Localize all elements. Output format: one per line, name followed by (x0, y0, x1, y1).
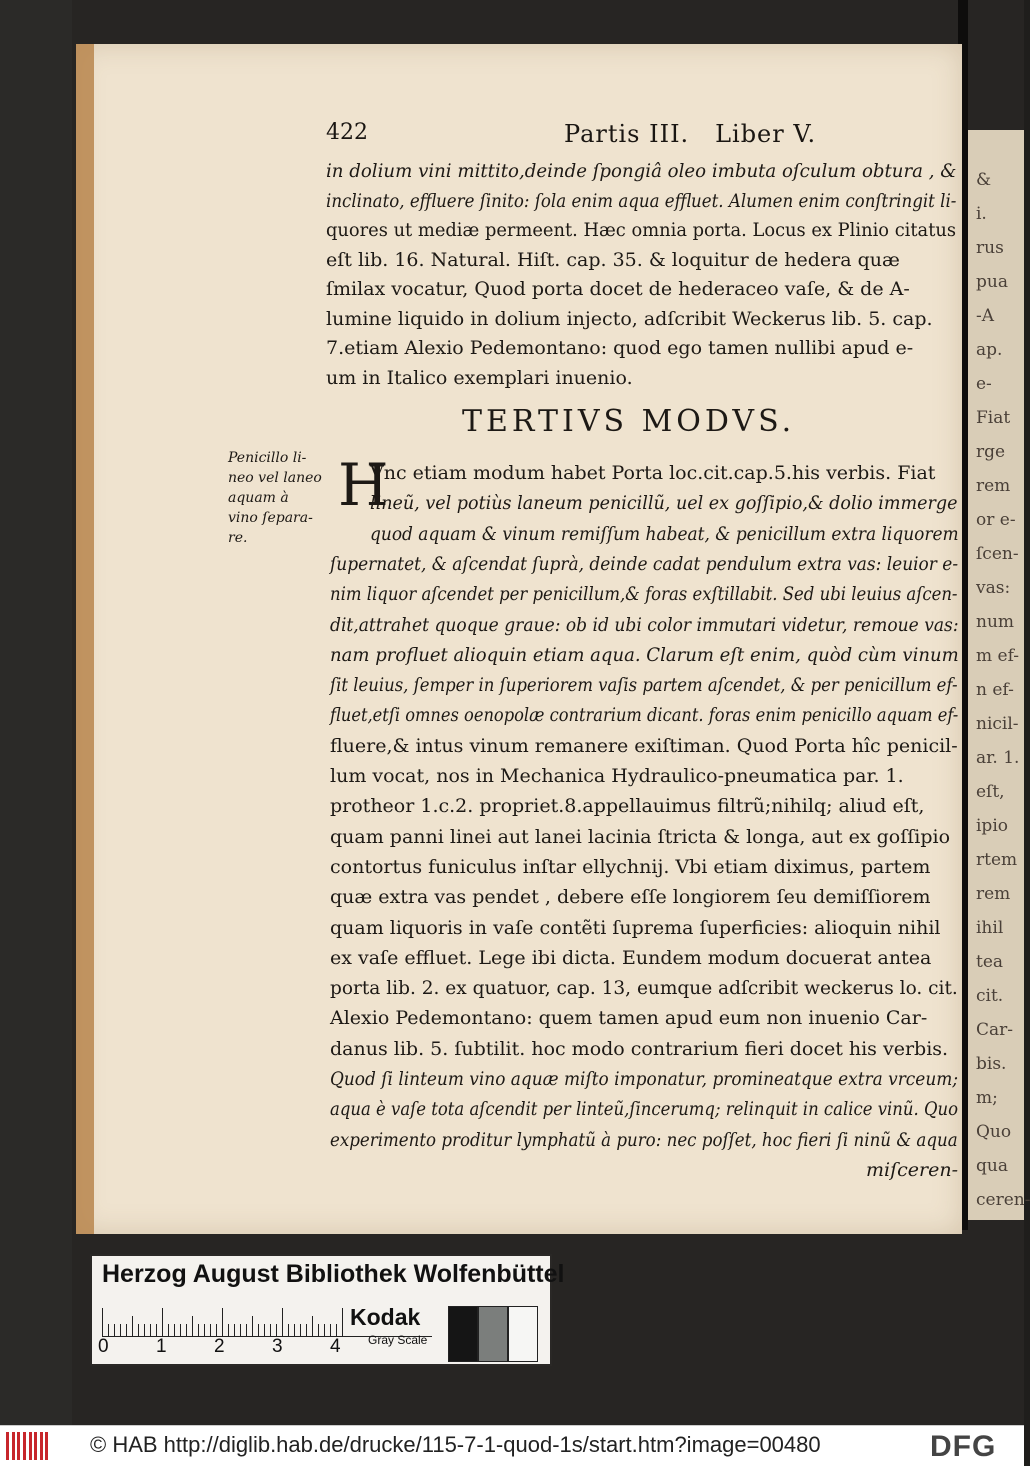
ruler-tick (318, 1324, 319, 1336)
barcode-bar (23, 1432, 26, 1460)
text-line: Vnc etiam modum habet Porta loc.cit.cap.5.his verbis. Fiat (370, 462, 936, 484)
facing-page-fragment: or e- (976, 510, 1016, 530)
section-heading: TERTIVS MODVS. (462, 404, 796, 439)
dfg-logo: DFG (930, 1430, 997, 1463)
ruler-tick (300, 1324, 301, 1336)
ruler-tick (222, 1308, 223, 1336)
ruler-tick (174, 1324, 175, 1336)
facing-page-fragment: Car- (976, 1020, 1014, 1040)
page-number: 422 (326, 120, 368, 145)
running-title: Partis III. Liber V. (564, 120, 817, 148)
text-line: inclinato, effluere ſinito: ſola enim aqua effluet. Alumen enim conſtringit li- (326, 189, 957, 212)
ruler-tick (270, 1324, 271, 1336)
text-line: quam panni linei aut lanei lacinia ſtricta & longa, aut ex goſſipio (330, 825, 951, 848)
footer-credit[interactable]: © HAB http://diglib.hab.de/drucke/115-7-1-quod-1s/start.htm?image=00480 (90, 1432, 821, 1457)
text-line: eſt lib. 16. Natural. Hiſt. cap. 35. & loquitur de hedera quæ (326, 248, 900, 271)
ruler-tick (306, 1324, 307, 1336)
facing-page-fragment: ceren- (976, 1190, 1030, 1210)
facing-page-fragment: pua (976, 272, 1008, 292)
barcode-bar (34, 1432, 37, 1460)
text-line: dit,attrahet quoque graue: ob id ubi color immutari videtur, remoue vas: (330, 613, 959, 636)
facing-page-fragment: & (976, 170, 992, 190)
facing-page-fragment: vas: (976, 578, 1011, 598)
barcode-icon (6, 1432, 50, 1460)
ruler-tick (186, 1324, 187, 1336)
facing-page-fragment: nicil- (976, 714, 1019, 734)
text-line: nim liquor aſcendet per penicillum,& foras exſtillabit. Sed ubi leuius aſcen- (330, 583, 958, 606)
text-line: quæ extra vas pendet , debere eſſe longiorem ſeu demiſſiorem (330, 886, 931, 909)
margin-note-line: vino ſepara- (228, 510, 313, 526)
margin-note-line: Penicillo li- (228, 450, 307, 466)
ruler-tick (324, 1324, 325, 1336)
page-fore-edge (76, 44, 94, 1234)
gray-swatch (448, 1306, 478, 1362)
ruler-tick (252, 1316, 253, 1336)
text-line: lumine liquido in dolium injecto, adſcribit Weckerus lib. 5. cap. (326, 307, 933, 330)
ruler-tick (150, 1324, 151, 1336)
text-line: ſupernatet, & aſcendat ſuprà, deinde cadat pendulum extra vas: leuior e- (330, 552, 959, 575)
facing-page-fragment: Quo (976, 1122, 1012, 1142)
ruler-tick (138, 1324, 139, 1336)
text-line: ſmilax vocatur, Quod porta docet de hederaceo vaſe, & de A- (326, 278, 910, 300)
facing-page-fragment: ar. 1. (976, 748, 1020, 768)
facing-page-fragment: ſcen- (976, 544, 1019, 564)
ruler-tick (108, 1324, 109, 1336)
text-line: nam profluet alioquin etiam aqua. Clarum eſt enim, quòd cùm vinum (330, 643, 959, 666)
library-name: Herzog August Bibliothek Wolfenbüttel (102, 1260, 565, 1288)
ruler-tick (330, 1324, 331, 1336)
facing-page-fragment: cit. (976, 986, 1004, 1006)
ruler-tick (258, 1324, 259, 1336)
facing-page-fragment: Fiat (976, 408, 1011, 428)
kodak-logo: Kodak (350, 1304, 421, 1330)
ruler-tick (114, 1324, 115, 1336)
text-line: ex vaſe effluet. Lege ibi dicta. Eundem modum docuerat antea (330, 946, 932, 969)
barcode-bar (45, 1432, 48, 1460)
ruler-tick (216, 1324, 217, 1336)
library-color-card (90, 1254, 565, 1366)
ruler-tick (192, 1316, 193, 1336)
text-line: aqua è vaſe tota aſcendit per linteũ,ſincerumq; relinquit in calice vinũ. Quo (330, 1098, 959, 1121)
facing-page-fragment: -A (976, 306, 995, 326)
facing-page-fragment: ap. (976, 340, 1003, 360)
facing-page-fragment: rus (976, 238, 1004, 258)
facing-page-fragment: m; (976, 1088, 998, 1108)
ruler-number: 1 (156, 1336, 167, 1357)
gray-scale-label: Gray Scale (368, 1333, 428, 1347)
text-line: lum vocat, nos in Mechanica Hydraulico-pneumatica par. 1. (330, 765, 904, 787)
facing-page-fragment: ihil (976, 918, 1004, 938)
barcode-bar (12, 1432, 15, 1460)
ruler-tick (168, 1324, 169, 1336)
footer-bar (0, 1425, 1024, 1466)
facing-page-fragment: eſt, (976, 782, 1005, 802)
ruler-tick (120, 1324, 121, 1336)
ruler-number: 0 (98, 1336, 109, 1357)
text-line: porta lib. 2. ex quatuor, cap. 13, eumque adſcribit weckerus lo. cit. (330, 977, 958, 1000)
page-header (326, 120, 956, 156)
facing-page-fragment: i. (976, 204, 987, 224)
ruler-tick (276, 1324, 277, 1336)
facing-page-fragment: bis. (976, 1054, 1007, 1074)
text-line: fluet,etſi omnes oenopolæ contrarium dicant. foras enim penicillo aquam ef- (330, 704, 959, 727)
facing-page-fragment: num (976, 612, 1015, 632)
ruler-tick (228, 1324, 229, 1336)
ruler-tick (336, 1324, 337, 1336)
margin-note-line: re. (228, 530, 248, 546)
ruler-tick (162, 1308, 163, 1336)
ruler-tick (198, 1324, 199, 1336)
drop-cap: H (338, 451, 389, 519)
ruler-tick (210, 1324, 211, 1336)
facing-page-fragment: rge (976, 442, 1006, 462)
ruler-tick (246, 1324, 247, 1336)
barcode-bar (29, 1432, 32, 1460)
ruler-tick (180, 1324, 181, 1336)
margin-note (228, 448, 328, 548)
ruler-tick (234, 1324, 235, 1336)
facing-page-fragment: e- (976, 374, 992, 394)
facing-page-fragment: n ef- (976, 680, 1014, 700)
barcode-bar (40, 1432, 43, 1460)
ruler-tick (264, 1324, 265, 1336)
text-line: um in Italico exemplari inuenio. (326, 366, 633, 389)
text-line: Quod ſi linteum vino aquæ miſto imponatur, promineatque extra vrceum; (330, 1068, 959, 1090)
ruler-tick (126, 1324, 127, 1336)
ruler-tick (102, 1308, 103, 1336)
ruler-tick (132, 1316, 133, 1336)
ruler-tick (156, 1324, 157, 1336)
text-line: quod aquam & vinum remiſſum habeat, & penicillum extra liquorem (370, 522, 959, 545)
text-line: experimento proditur lymphatũ à puro: nec poſſet, hoc fieri ſi ninũ & aqua (330, 1128, 958, 1151)
ruler-number: 3 (272, 1336, 283, 1357)
text-line: ſit leuius, ſemper in ſuperiorem vaſis partem aſcendet, & per penicillum ef- (330, 674, 958, 697)
ruler-number: 2 (214, 1336, 225, 1357)
margin-note-line: aquam à (228, 490, 289, 506)
text-line: in dolium vini mittito,deinde ſpongiâ oleo imbuta oſculum obtura , & (326, 160, 957, 182)
facing-page-fragment: rem (976, 476, 1011, 496)
facing-page-fragment: qua (976, 1156, 1008, 1176)
gray-swatch (508, 1306, 538, 1362)
text-line: contortus funiculus inſtar ellychnij. Vbi etiam diximus, partem (330, 855, 931, 878)
ruler-tick (312, 1316, 313, 1336)
ruler-tick (342, 1308, 343, 1336)
barcode-bar (17, 1432, 20, 1460)
margin-note-line: neo vel laneo (228, 470, 322, 486)
text-line: danus lib. 5. ſubtilit. hoc modo contrarium fieri docet his verbis. (330, 1037, 949, 1060)
facing-page-fragment: rem (976, 884, 1011, 904)
facing-page-fragment: tea (976, 952, 1004, 972)
text-line: miſceren- (866, 1158, 958, 1181)
text-line: lineũ, vel potiùs laneum penicillũ, uel ex goſſipio,& dolio immerge (370, 492, 958, 515)
ruler-tick (240, 1324, 241, 1336)
ruler-tick (282, 1308, 283, 1336)
ruler-tick (204, 1324, 205, 1336)
book-cover-left (0, 0, 72, 1425)
facing-page-fragment: rtem (976, 850, 1018, 870)
ruler-number: 4 (330, 1336, 341, 1357)
gray-swatch (478, 1306, 508, 1362)
text-line: quam liquoris in vaſe contẽti ſuprema ſuperficies: alioquin nihil (330, 916, 941, 939)
ruler-tick (288, 1324, 289, 1336)
text-line: Alexio Pedemontano: quem tamen apud eum non inuenio Car- (330, 1007, 928, 1030)
ruler-tick (294, 1324, 295, 1336)
ruler-tick (144, 1324, 145, 1336)
facing-page-fragment: m ef- (976, 646, 1020, 666)
text-line: fluere,& intus vinum remanere exiſtiman. Quod Porta hîc penicil- (330, 734, 958, 757)
facing-page-edge (966, 130, 1030, 1220)
text-line: protheor 1.c.2. propriet.8.appellauimus filtrũ;nihilq; aliud eſt, (330, 795, 925, 818)
barcode-bar (6, 1432, 9, 1460)
text-line: 7.etiam Alexio Pedemontano: quod ego tamen nullibi apud e- (326, 337, 914, 359)
facing-page-fragment: ipio (976, 816, 1008, 836)
text-line: quores ut mediæ permeent. Hæc omnia porta. Locus ex Plinio citatus (326, 219, 957, 241)
